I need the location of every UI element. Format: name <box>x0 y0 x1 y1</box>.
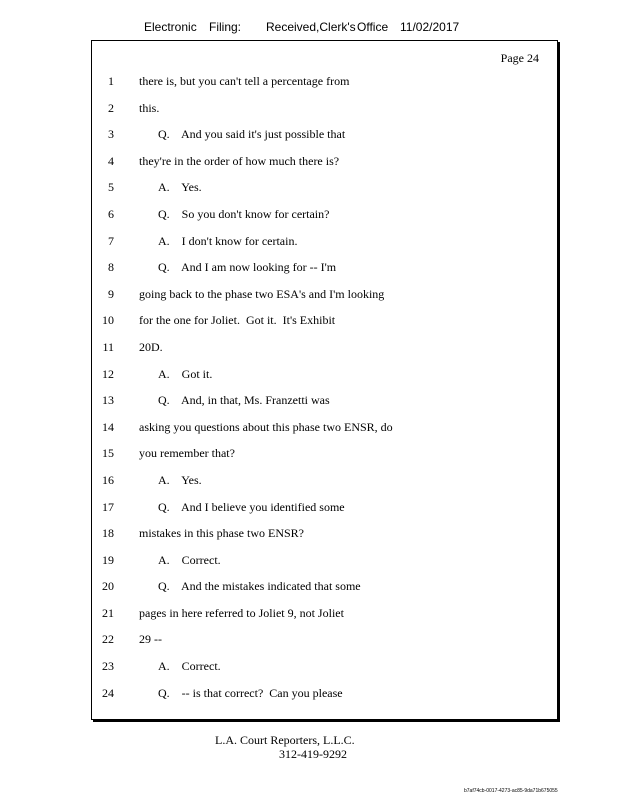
transcript-line <box>92 573 557 600</box>
line-text: for the one for Joliet. Got it. It's Exhibit <box>139 313 336 328</box>
transcript-line <box>92 307 557 334</box>
line-text: 20D. <box>139 339 163 354</box>
line-number: 4 <box>108 153 114 168</box>
line-text: Q. So you don't know for certain? <box>158 206 330 221</box>
transcript-lines <box>92 68 557 706</box>
court-reporter-name: L.A. Court Reporters, L.L.C. <box>215 733 355 747</box>
line-text: 29 -- <box>139 632 162 647</box>
line-number: 21 <box>102 605 114 620</box>
transcript-line <box>92 361 557 388</box>
line-text: A. Yes. <box>158 180 202 195</box>
line-text: they're in the order of how much there is? <box>139 153 340 168</box>
transcript-line <box>92 680 557 707</box>
filing-stamp-date: 11/02/2017 <box>400 20 460 34</box>
line-number: 18 <box>102 526 114 541</box>
line-number: 1 <box>108 74 114 88</box>
line-text: going back to the phase two ESA's and I'm looking <box>139 286 385 301</box>
line-number: 6 <box>108 206 114 221</box>
filing-stamp-received: Received,Clerk's <box>266 20 356 34</box>
line-number: 16 <box>102 472 114 487</box>
page-number: Page 24 <box>500 51 539 65</box>
transcript-line <box>92 547 557 574</box>
line-number: 12 <box>102 366 114 381</box>
line-number: 24 <box>102 685 114 700</box>
transcript-line <box>92 228 557 255</box>
document-id: b7af74cb-0017-4273-ac85-9da71b675055 <box>464 788 558 794</box>
filing-stamp-electronic: Electronic <box>144 20 197 34</box>
transcript-line <box>92 626 557 653</box>
line-text: Q. And you said it's just possible that <box>158 127 346 142</box>
line-number: 5 <box>108 180 114 195</box>
line-number: 10 <box>102 313 114 328</box>
transcript-line <box>92 95 557 122</box>
line-text: A. I don't know for certain. <box>158 233 298 248</box>
transcript-line <box>92 148 557 175</box>
transcript-line <box>92 467 557 494</box>
line-text: Q. And I am now looking for -- I'm <box>158 260 337 275</box>
line-text: Q. And the mistakes indicated that some <box>158 579 361 594</box>
transcript-line <box>92 174 557 201</box>
line-text: Q. And, in that, Ms. Franzetti was <box>158 393 330 408</box>
line-text: Q. And I believe you identified some <box>158 499 345 514</box>
line-text: A. Yes. <box>158 472 202 487</box>
line-number: 17 <box>102 499 114 514</box>
line-number: 20 <box>102 579 114 594</box>
line-text: Q. -- is that correct? Can you please <box>158 685 343 700</box>
transcript-line <box>92 201 557 228</box>
transcript-line <box>92 121 557 148</box>
transcript-line <box>92 414 557 441</box>
transcript-line <box>92 68 557 95</box>
line-number: 14 <box>102 419 114 434</box>
line-text: pages in here referred to Joliet 9, not Joliet <box>139 605 344 620</box>
line-text: asking you questions about this phase two ENSR, do <box>139 419 393 434</box>
transcript-line <box>92 254 557 281</box>
court-reporter-phone: 312-419-9292 <box>279 747 347 761</box>
line-text: A. Got it. <box>158 366 213 381</box>
line-text: A. Correct. <box>158 659 221 674</box>
line-number: 22 <box>102 632 114 647</box>
transcript-line <box>92 281 557 308</box>
line-text: mistakes in this phase two ENSR? <box>139 526 304 541</box>
line-number: 3 <box>108 127 114 142</box>
line-number: 11 <box>102 339 114 354</box>
line-number: 7 <box>108 233 114 248</box>
line-text: A. Correct. <box>158 552 221 567</box>
line-number: 13 <box>102 393 114 408</box>
line-text: this. <box>139 100 160 115</box>
filing-stamp-office: Office <box>357 20 389 34</box>
transcript-line <box>92 520 557 547</box>
transcript-line <box>92 387 557 414</box>
line-number: 9 <box>108 286 114 301</box>
line-number: 2 <box>108 100 114 115</box>
line-text: there is, but you can't tell a percentage from <box>139 74 350 88</box>
line-number: 23 <box>102 659 114 674</box>
line-text: you remember that? <box>139 446 235 461</box>
line-number: 19 <box>102 552 114 567</box>
transcript-line <box>92 440 557 467</box>
transcript-line <box>92 334 557 361</box>
transcript-line <box>92 600 557 627</box>
transcript-line <box>92 653 557 680</box>
filing-stamp-filing: Filing: <box>209 20 242 34</box>
line-number: 8 <box>108 260 114 275</box>
line-number: 15 <box>102 446 114 461</box>
transcript-page <box>91 40 558 720</box>
transcript-line <box>92 494 557 521</box>
